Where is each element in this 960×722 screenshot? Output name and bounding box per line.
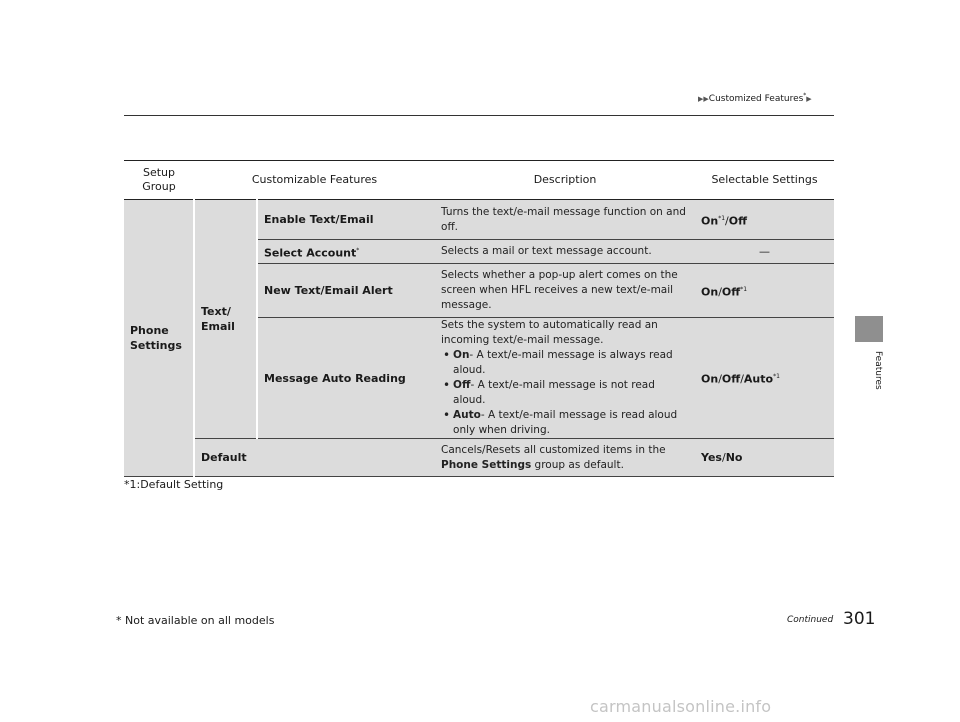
feature-name: Enable Text/Email (257, 200, 435, 240)
setting-option: On (701, 214, 719, 228)
section-tab-marker (855, 316, 883, 342)
feature-description (435, 318, 695, 439)
setting-option: Off (728, 214, 748, 228)
description-bold: Phone Settings (441, 458, 532, 471)
feature-settings (695, 318, 834, 439)
subgroup-cell: Text/ Email (194, 200, 257, 439)
setting-option: On (701, 372, 719, 386)
default-marker: *1 (718, 214, 726, 222)
setting-option: On (701, 285, 719, 299)
option-label: On (453, 349, 470, 361)
feature-description: Selects whether a pop-up alert comes on the screen when HFL receives a new text/e-mail message. (435, 264, 695, 318)
breadcrumb-title: Customized Features (708, 94, 804, 104)
feature-description (435, 439, 695, 477)
option-item (441, 348, 689, 378)
option-item (441, 408, 689, 438)
description-intro: Sets the system to automatically read an incoming text/e-mail message. (441, 319, 658, 346)
default-marker: *1 (773, 373, 780, 381)
feature-description: Selects a mail or text message account. (435, 240, 695, 264)
page-number: 301 (843, 609, 876, 629)
feature-name (257, 240, 435, 264)
settings-table (124, 160, 834, 477)
breadcrumb-arrows-icon: ▶▶ (698, 95, 709, 103)
col-header-customizable-features: Customizable Features (194, 161, 435, 200)
option-item (441, 378, 689, 408)
continued-label: Continued (787, 615, 834, 625)
setting-separator: / (740, 372, 744, 386)
default-setting-footnote: *1:Default Setting (124, 478, 224, 491)
setting-option: Off (721, 285, 741, 299)
option-text: - A text/e-mail message is not read aloud. (453, 379, 655, 406)
feature-name: New Text/Email Alert (257, 264, 435, 318)
feature-settings: — (695, 240, 834, 264)
option-label: Auto (453, 409, 481, 421)
col-header-setup-group: Setup Group (124, 161, 194, 200)
setting-separator: / (721, 451, 726, 464)
breadcrumb-arrow-icon: ▶ (806, 95, 812, 103)
feature-settings (695, 200, 834, 240)
availability-footnote: * Not available on all models (116, 614, 275, 627)
setting-separator: / (725, 214, 729, 228)
setting-option: Auto (743, 372, 774, 386)
feature-settings (695, 264, 834, 318)
setup-group-cell: Phone Settings (124, 200, 194, 477)
setting-option: No (725, 451, 743, 464)
header-rule (124, 115, 834, 116)
feature-label: Select Account (264, 246, 357, 260)
setting-option: Yes (701, 451, 722, 464)
feature-settings (695, 439, 834, 477)
description-text: group as default. (531, 458, 624, 471)
availability-marker: * (356, 246, 360, 254)
description-text: Cancels/Resets all customized items in the (441, 443, 666, 456)
breadcrumb-asterisk: * (803, 92, 807, 99)
feature-name: Message Auto Reading (257, 318, 435, 439)
section-side-label: Features (873, 351, 883, 390)
option-text: - A text/e-mail message is always read aloud. (453, 349, 673, 376)
option-list (441, 348, 689, 438)
setting-separator: / (718, 285, 722, 299)
feature-name: Default (194, 439, 435, 477)
col-header-description: Description (435, 161, 695, 200)
option-text: - A text/e-mail message is read aloud only when driving. (453, 409, 678, 436)
feature-description: Turns the text/e-mail message function on and off. (435, 200, 695, 240)
option-label: Off (453, 379, 471, 391)
setting-separator: / (718, 372, 722, 386)
breadcrumb (698, 92, 812, 104)
watermark: carmanualsonline.info (590, 697, 772, 716)
default-marker: *1 (740, 285, 748, 293)
setting-option: Off (721, 372, 741, 386)
col-header-selectable-settings: Selectable Settings (695, 161, 834, 200)
